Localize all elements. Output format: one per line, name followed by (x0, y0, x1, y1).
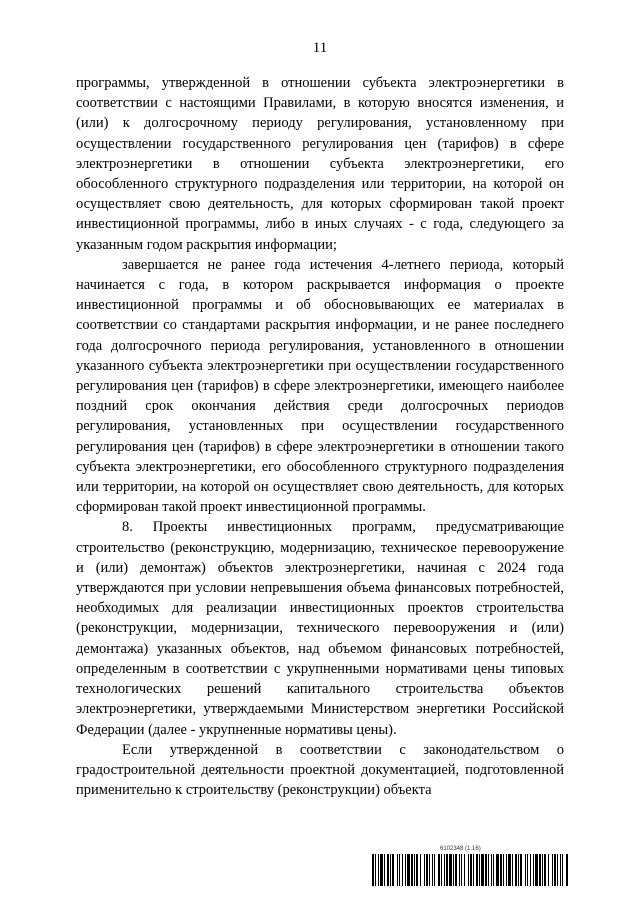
barcode-icon (372, 854, 568, 886)
paragraph-item-8: 8. Проекты инвестиционных программ, предусматривающие строительство (реконструкцию, модернизацию, техническое перевооружение и (или) демонтаж) объектов электроэнергетики, начиная с 2024 года утверждаются при условии непревышения объема финансовых потребностей, необходимых для реализации инвестиционных проектов строительства (реконструкции, модернизации, технического перевооружения и (или) демонтажа) указанных объектов, над объемом финансовых потребностей, определенным в соответствии с укрупненными нормативами цены типовых технологических решений капитального строительства объектов электроэнергетики, утверждаемыми Министерством энергетики Российской Федерации (далее - укрупненные нормативы цены). (76, 519, 564, 738)
paragraph-if-approved: Если утвержденной в соответствии с законодательством о градостроительной деятельности проектной документацией, подготовленной применительно к строительству (реконструкции) объекта (76, 741, 564, 799)
body-text (76, 73, 564, 800)
document-barcode (372, 846, 568, 888)
paragraph-continuation: программы, утвержденной в отношении субъекта электроэнергетики в соответствии с настоящими Правилами, в которую вносятся изменения, и (или) к долгосрочному периоду регулирования, установленному при осуществлении государственного регулирования цен (тарифов) в сфере электроэнергетики в отношении субъекта электроэнергетики, его обособленного структурного подразделения или территории, на которой он осуществляет свою деятельность, для которых сформирован такой проект инвестиционной программы, либо в иных случаях - с года, следующего за указанным годом раскрытия информации; (76, 75, 564, 253)
barcode-code-text: 6102348 (1.16) (440, 846, 481, 852)
page-number: 11 (312, 40, 328, 56)
paragraph-completion-period: завершается не ранее года истечения 4-летнего периода, который начинается с года, в котором раскрывается информация о проекте инвестиционной программы и об обосновывающих ее материалах в соответствии со стандартами раскрытия информации, и не ранее последнего года долгосрочного периода регулирования, установленного в отношении указанного субъекта электроэнергетики при осуществлении государственного регулирования цен (тарифов) в сфере электроэнергетики, имеющего наиболее поздний срок окончания действия среди долгосрочных периодов регулирования, установленных при осуществлении государственного регулирования цен (тарифов) в сфере электроэнергетики в отношении такого субъекта электроэнергетики, его обособленного структурного подразделения или территории, на которой он осуществляет свою деятельность, для которых сформирован такой проект инвестиционной программы. (76, 256, 564, 516)
